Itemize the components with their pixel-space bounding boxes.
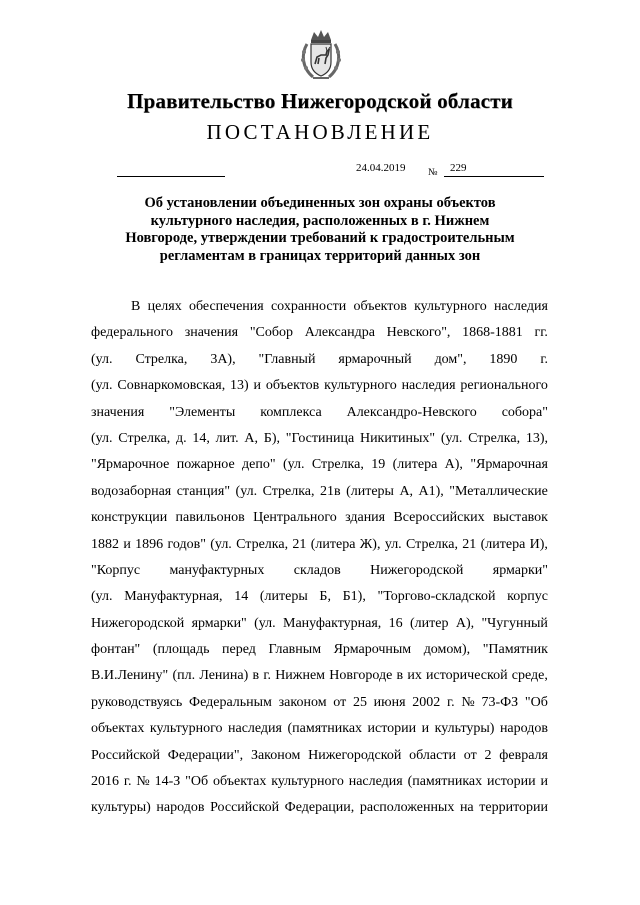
body-word: водозаборная: [91, 483, 172, 499]
body-line: [91, 716, 548, 742]
body-word: наследия: [348, 774, 403, 790]
body-word: Ленина): [199, 668, 249, 684]
body-word: перед: [222, 642, 256, 658]
body-word: Совнаркомовская,: [117, 378, 226, 394]
body-word: Нижегородской: [370, 562, 464, 578]
body-word: (ул.: [282, 457, 305, 473]
body-word: (ул.: [210, 536, 232, 552]
body-word: области: [409, 747, 456, 763]
body-word: 14-З: [154, 774, 181, 790]
body-word: сохранности: [270, 299, 347, 314]
body-word: годов": [167, 536, 206, 552]
body-word: комплекса: [260, 404, 322, 420]
body-word: Всероссийских: [393, 510, 485, 526]
body-word: складов: [293, 562, 341, 578]
document-date: 24.04.2019: [356, 162, 406, 174]
body-word: Стрелка,: [262, 483, 315, 499]
body-word: культуры): [91, 800, 151, 816]
body-word: 14: [234, 589, 249, 605]
body-word: от: [333, 694, 347, 710]
body-word: культурного: [271, 774, 344, 790]
body-word: ярмарки": [191, 615, 247, 631]
document-title: [110, 195, 530, 265]
body-word: объектов: [353, 299, 407, 314]
body-word: обеспечения: [188, 299, 264, 314]
title-line: культурного наследия, расположенных в г. Нижнем: [150, 212, 490, 229]
body-word: законом: [278, 694, 327, 710]
body-word: г.: [123, 774, 132, 790]
body-word: "Гостиница: [285, 430, 355, 446]
body-word: домом),: [423, 642, 471, 658]
body-word: руководствуясь: [91, 694, 183, 710]
body-word: культуры): [434, 721, 495, 737]
body-line: [91, 769, 548, 795]
body-word: Мануфактурная,: [283, 615, 382, 631]
body-word: Федерации,: [284, 800, 355, 816]
body-word: Ж),: [359, 536, 381, 552]
body-word: (памятниках: [287, 721, 363, 737]
body-word: "Собор: [249, 325, 294, 341]
body-word: на: [459, 800, 474, 816]
body-word: их: [407, 668, 422, 684]
government-name: Правительство Нижегородской области: [127, 89, 513, 113]
body-word: "Памятник: [482, 642, 548, 658]
body-line: [91, 400, 548, 426]
body-word: федерального: [91, 325, 174, 341]
body-word: "Торгово-складской: [377, 589, 496, 605]
body-word: Стрелка,: [135, 351, 188, 367]
body-word: Нижегородской: [308, 747, 402, 763]
body-word: А,: [399, 483, 414, 499]
body-word: 19: [371, 457, 386, 473]
body-word: Стрелка,: [311, 457, 364, 473]
body-word: (ул.: [254, 615, 276, 631]
body-line: [91, 320, 548, 346]
body-line: [91, 294, 548, 320]
title-line: Новгороде, утверждении требований к градостроительным: [125, 230, 515, 246]
body-word: №: [461, 694, 475, 710]
body-word: значения: [91, 404, 145, 420]
body-word: конструкции: [91, 510, 168, 526]
body-line: [91, 479, 548, 505]
body-word: Александро-Невского: [346, 404, 477, 420]
body-word: 1890: [489, 351, 518, 367]
body-word: (ул.: [440, 430, 463, 446]
body-word: Нижнем: [275, 668, 326, 684]
body-word: Ярмарочным: [333, 642, 412, 658]
body-word: расположенных: [359, 800, 455, 816]
body-word: "Главный: [258, 351, 316, 367]
body-word: культурного: [324, 378, 397, 394]
body-word: (ул.: [91, 351, 113, 367]
body-word: 13),: [525, 430, 548, 446]
body-word: Невского",: [386, 325, 451, 341]
body-line: [91, 347, 548, 373]
body-word: и: [123, 536, 131, 552]
body-word: Законом: [250, 747, 301, 763]
body-word: 1882: [91, 536, 119, 552]
body-word: 2016: [91, 774, 119, 790]
body-line: [91, 558, 548, 584]
body-word: 2002: [412, 694, 441, 710]
body-word: выставок: [492, 510, 548, 526]
body-word: А),: [455, 615, 475, 631]
body-word: июня: [373, 694, 406, 710]
body-word: 21: [462, 536, 477, 552]
body-word: Новгороде: [329, 668, 393, 684]
body-word: "Элементы: [169, 404, 236, 420]
body-word: фонтан": [91, 642, 141, 658]
number-underline: [444, 176, 544, 177]
body-word: А1),: [418, 483, 444, 499]
body-word: от: [463, 747, 477, 763]
body-word: "Ярмарочная: [470, 457, 548, 473]
body-word: целях: [147, 299, 182, 314]
body-word: 13): [230, 378, 249, 394]
body-line: [91, 663, 548, 689]
body-word: (памятниках: [407, 774, 483, 790]
document-type: ПОСТАНОВЛЕНИЕ: [206, 120, 434, 144]
body-word: Федерации",: [167, 747, 244, 763]
body-word: В.И.Ленину": [91, 668, 169, 684]
body-word: Федеральным: [189, 694, 272, 710]
body-word: Б1),: [342, 589, 366, 605]
body-word: И),: [529, 536, 548, 552]
body-word: регионального: [460, 378, 548, 394]
body-word: Мануфактурная,: [124, 589, 223, 605]
body-word: Центрального: [253, 510, 337, 526]
body-word: павильонов: [175, 510, 245, 526]
body-word: ул.: [384, 536, 402, 552]
body-word: (ул.: [91, 589, 113, 605]
body-word: и: [540, 774, 548, 790]
body-word: Б,: [319, 589, 331, 605]
body-word: (литера: [310, 536, 356, 552]
body-word: г.: [540, 351, 548, 367]
body-word: 14,: [192, 430, 210, 446]
body-line: [91, 426, 548, 452]
body-word: 1868-1881: [462, 325, 523, 341]
body-word: 21: [292, 536, 307, 552]
body-line: [91, 611, 548, 637]
body-line: [91, 532, 548, 558]
body-word: (литеры: [346, 483, 394, 499]
body-word: депо": [242, 457, 276, 473]
body-word: Б),: [263, 430, 280, 446]
body-word: А,: [244, 430, 259, 446]
body-word: (литеры: [259, 589, 308, 605]
body-word: г.: [446, 694, 455, 710]
body-word: гг.: [534, 325, 548, 341]
body-word: исторической: [426, 668, 508, 684]
body-word: ярмарки": [492, 562, 548, 578]
body-word: культурного: [414, 299, 487, 314]
body-word: объектов: [265, 378, 320, 394]
body-word: Российской: [210, 800, 280, 816]
body-word: (литер: [410, 615, 449, 631]
body-word: Стрелка,: [468, 430, 521, 446]
body-word: "Чугунный: [481, 615, 548, 631]
body-word: А),: [444, 457, 463, 473]
body-line: [91, 584, 548, 610]
body-word: 16: [388, 615, 403, 631]
body-text: [91, 294, 548, 822]
body-word: объектах: [91, 721, 145, 737]
body-word: и: [421, 721, 430, 737]
body-word: Нижегородской: [91, 615, 185, 631]
body-word: 73-ФЗ: [481, 694, 519, 710]
body-word: и: [253, 378, 262, 394]
body-word: истории: [487, 774, 536, 790]
body-word: "Об: [524, 694, 548, 710]
body-word: (литера: [392, 457, 438, 473]
body-word: (литера: [480, 536, 526, 552]
body-word: "Металлические: [449, 483, 548, 499]
body-word: (пл.: [172, 668, 196, 684]
body-word: мануфактурных: [169, 562, 265, 578]
body-word: культурного: [149, 721, 223, 737]
body-word: В: [131, 299, 141, 314]
body-word: наследия: [401, 378, 456, 394]
body-line: [91, 743, 548, 769]
body-word: территории: [479, 800, 548, 816]
body-word: дом",: [434, 351, 467, 367]
body-word: 1896: [135, 536, 164, 552]
title-line: регламентам в границах территорий данных зон: [159, 247, 481, 264]
body-word: (ул.: [235, 483, 258, 499]
body-word: значения: [184, 325, 239, 341]
body-line: [91, 690, 548, 716]
body-word: 25: [352, 694, 367, 710]
body-word: в: [396, 668, 404, 684]
body-word: д.: [176, 430, 187, 446]
body-word: Александра: [304, 325, 375, 341]
body-word: народов: [499, 721, 548, 737]
body-word: здания: [345, 510, 386, 526]
document-number: 229: [450, 162, 467, 174]
body-word: "Корпус: [91, 562, 141, 578]
body-word: февраля: [499, 747, 548, 763]
body-word: объектах: [212, 774, 267, 790]
body-word: наследия: [227, 721, 282, 737]
body-word: (площадь: [152, 642, 210, 658]
body-word: лит.: [215, 430, 239, 446]
body-word: корпус: [507, 589, 548, 605]
body-line: [91, 452, 548, 478]
body-line: [91, 505, 548, 531]
body-word: наследия: [493, 299, 548, 314]
body-word: ярмарочный: [338, 351, 412, 367]
body-word: пожарное: [176, 457, 235, 473]
body-word: (ул.: [91, 378, 113, 394]
body-word: в: [252, 668, 260, 684]
body-line: [91, 373, 548, 399]
body-line: [91, 795, 548, 821]
body-word: Стрелка,: [118, 430, 171, 446]
body-word: народов: [156, 800, 205, 816]
body-word: Никитиных": [359, 430, 436, 446]
body-word: 21в: [319, 483, 341, 499]
body-word: "Ярмарочное: [91, 457, 170, 473]
coat-of-arms-icon: [299, 28, 343, 80]
body-word: истории: [367, 721, 417, 737]
body-word: Российской: [91, 747, 160, 763]
body-word: Главным: [268, 642, 322, 658]
body-word: 3А),: [210, 351, 236, 367]
body-word: №: [136, 774, 150, 790]
title-line: Об установлении объединенных зон охраны объектов: [144, 195, 496, 211]
body-line: [91, 637, 548, 663]
body-word: Стрелка,: [236, 536, 289, 552]
body-word: (ул.: [91, 430, 113, 446]
body-word: собора": [501, 404, 548, 420]
body-word: 2: [484, 747, 492, 763]
body-word: среде,: [511, 668, 548, 684]
signature-line: [117, 176, 225, 177]
body-word: "Об: [185, 774, 209, 790]
body-word: станция": [176, 483, 231, 499]
body-word: г.: [263, 668, 271, 684]
body-word: Стрелка,: [406, 536, 458, 552]
number-sign: №: [428, 167, 438, 178]
